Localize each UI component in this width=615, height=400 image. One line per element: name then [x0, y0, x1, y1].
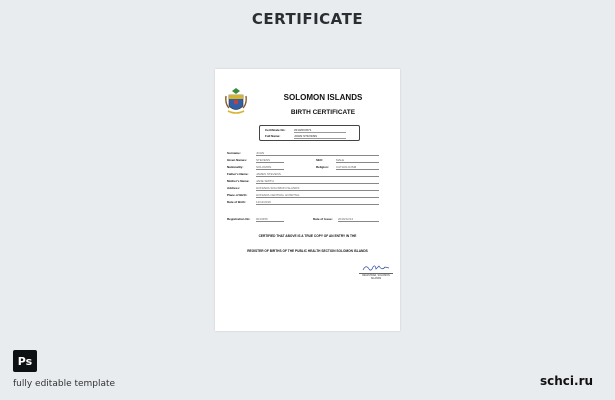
template-tagline: fully editable template [13, 379, 116, 389]
site-link[interactable]: schci.ru [540, 374, 594, 388]
date-of-birth-value: 12/11/2019 [256, 200, 379, 205]
coat-of-arms-icon [225, 86, 247, 116]
document-type-title: BIRTH CERTIFICATE [290, 109, 356, 116]
full-name-value: JOHN STEVENS [294, 134, 346, 139]
certificate-number-label: Certificate No: [265, 128, 286, 132]
nationality-value: SOLOMON [256, 165, 284, 170]
reference-box [259, 125, 360, 141]
religion-value: CATHOLICISM [336, 165, 379, 170]
signature-icon [361, 263, 391, 273]
country-title: SOLOMON ISLANDS [283, 93, 363, 102]
certificate-number-value: 2019/004571 [294, 128, 346, 133]
nationality-label: Nationality: [227, 165, 244, 169]
photoshop-logo: Ps [13, 350, 37, 372]
surname-value: JOHN [256, 151, 379, 156]
date-of-issue-value: 2019/12/14 [338, 217, 379, 222]
certification-statement-line1: CERTIFIED THAT ABOVE IS A TRUE COPY OF AN ENTRY IN THE [258, 234, 357, 238]
full-name-label: Full Name: [265, 134, 281, 138]
sex-value: MALE [336, 158, 379, 163]
sex-label: SEX: [316, 158, 324, 162]
fathers-name-value: JAMES STEVENS [256, 172, 379, 177]
address-value: HONIARA SOLOMON ISLANDS [256, 186, 379, 191]
fathers-name-label: Father's Name: [227, 172, 249, 176]
given-names-value: STEVENS [256, 158, 284, 163]
mothers-name-label: Mother's Name: [227, 179, 250, 183]
given-names-label: Given Names: [227, 158, 248, 162]
date-of-birth-label: Date of Birth: [227, 200, 246, 204]
religion-label: Religion: [316, 165, 329, 169]
certificate-document [215, 69, 400, 331]
registration-no-label: Registration No: [227, 217, 251, 221]
place-of-birth-label: Place of Birth: [227, 193, 248, 197]
address-label: Address: [227, 186, 241, 190]
page-heading: CERTIFICATE [251, 10, 364, 28]
certification-statement-line2: REGISTER OF BIRTHS OF THE PUBLIC HEALTH SECTION SOLOMON ISLANDS [247, 249, 368, 253]
signature-title: REGISTRAR, SOLOMON ISLANDS [362, 274, 390, 280]
place-of-birth-value: HONIARA CENTRAL HOSPITAL [256, 193, 379, 198]
date-of-issue-label: Date of Issue: [313, 217, 333, 221]
surname-label: Surname: [227, 151, 241, 155]
mothers-name-value: JANE SMITH [256, 179, 379, 184]
registration-no-value: 0013456 [256, 217, 284, 222]
